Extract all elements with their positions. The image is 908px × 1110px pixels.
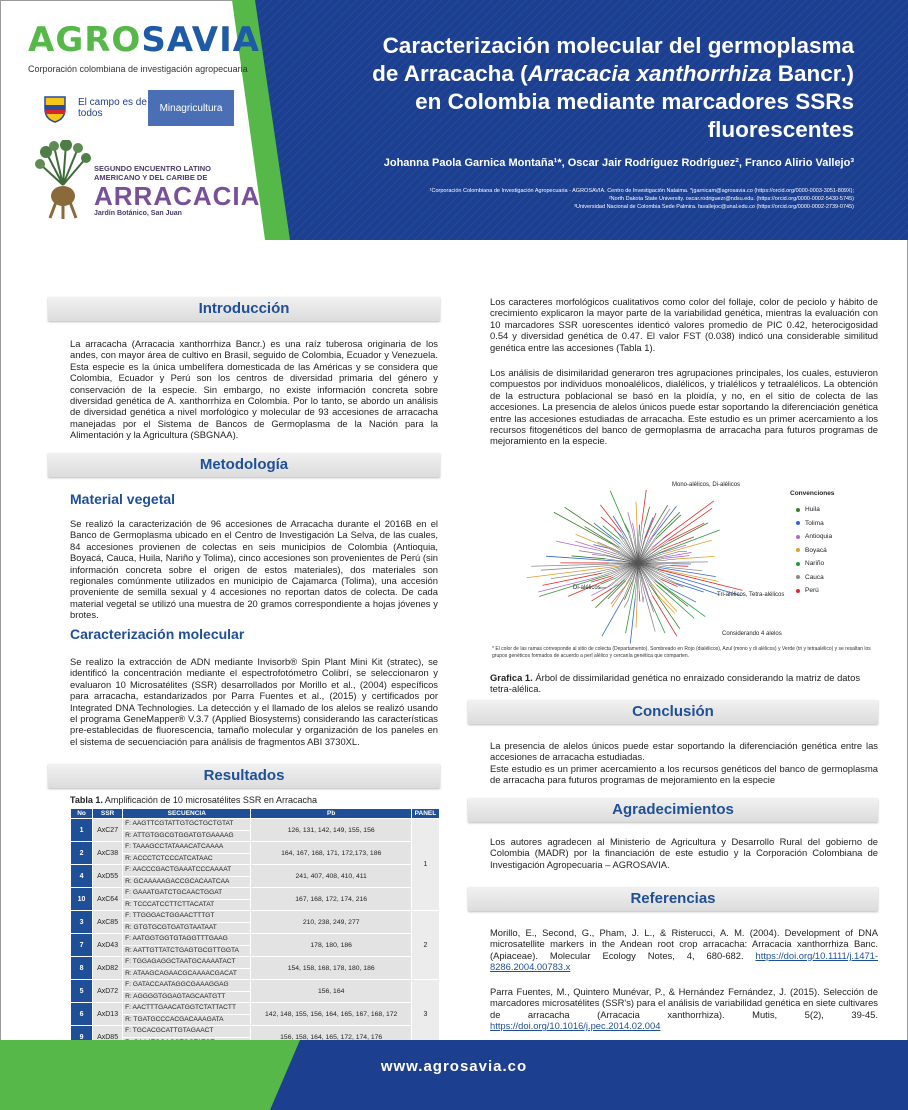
legend-label: Cauca (805, 573, 824, 581)
tree-leaf-branch (598, 542, 621, 552)
cell-panel: 3 (411, 980, 439, 1049)
agrosavia-logo (28, 20, 261, 74)
table-row (71, 865, 440, 877)
cell-no: 5 (71, 980, 93, 1003)
minagri-slogan: El campo es de todos (72, 90, 148, 126)
section-heading-referencias: Referencias (468, 887, 878, 911)
cell-sequence: R: ATTGTGGCGTGGATGTGAAAAG (123, 830, 251, 842)
th-pb: Pb (251, 809, 411, 819)
table-row (71, 1026, 440, 1038)
legend-dot-icon (796, 562, 800, 566)
event-line2: AMERICANO Y DEL CARIBE DE (94, 173, 208, 182)
tree-leaf-branch (671, 566, 689, 567)
cell-ssr: AxD72 (93, 980, 123, 1003)
cell-pb: 154, 158, 168, 178, 180, 186 (251, 957, 411, 980)
cell-no: 1 (71, 819, 93, 842)
cell-pb: 156, 164 (251, 980, 411, 1003)
cell-no: 2 (71, 842, 93, 865)
cell-sequence: R: AGGGGTGGAGTAGCAATGTT (123, 991, 251, 1003)
poster-title (354, 32, 854, 144)
legend-item (796, 557, 834, 571)
cell-sequence: F: TGCACGCATTGTAGAACT (123, 1026, 251, 1038)
ssr-table (70, 808, 440, 1049)
tree-leaf-branch (556, 541, 598, 550)
cell-ssr: AxD85 (93, 1026, 123, 1049)
legend-item (796, 503, 834, 517)
cell-pb: 156, 158, 164, 165, 172, 174, 176 (251, 1026, 411, 1049)
cell-sequence: F: AACTTTGAACATGGTCTATTACTT (123, 1003, 251, 1015)
tree-leaf-branch (624, 581, 632, 600)
title-species: Arracacia xanthorrhiza (527, 61, 772, 86)
cell-ssr: AxC27 (93, 819, 123, 842)
cell-sequence: F: AATGGTGGTGTAGGTTTGAAG (123, 934, 251, 946)
legend-dot-icon (796, 548, 800, 552)
cell-sequence: R: GTGTGCGTGATGTAATAAT (123, 922, 251, 934)
legend-item (796, 517, 834, 531)
authors: Johanna Paola Garnica Montaña¹*, Oscar Jair Rodríguez Rodríguez², Franco Alirio Vallejo³ (383, 157, 854, 169)
title-part2: Bancr.) en Colombia mediante marcadores SSRs fluorescentes (415, 61, 854, 142)
title-part1: Caracterización molecular del germoplasma de Arracacha ( (372, 33, 854, 86)
reference-2-text: Parra Fuentes, M., Quintero Munévar, P., & Hernández Fernández, J. (2015). Selección de marcadores microsatélites (SSR's) para el análisis de variabilidad genética en siete cultivares de arracacha (Arracacia xanthorrhiza). Mutis, 5(2), 39-45. (490, 986, 878, 1020)
tree-leaf-branch (661, 578, 683, 587)
tree-leaf-branch (541, 566, 608, 571)
legend-dot-icon (796, 521, 800, 525)
th-panel: PANEL (411, 809, 439, 819)
table-row (71, 980, 440, 992)
section-heading-introduccion: Introducción (48, 297, 440, 321)
cell-sequence: F: TAAAGCCTATAAACATCAAAA (123, 842, 251, 854)
tree-leaf-branch (636, 502, 637, 529)
cell-sequence: F: TTGGGACTGGAACTTTGT (123, 911, 251, 923)
legend-item (796, 530, 834, 544)
agradecimientos-paragraph: Los autores agradecen al Ministerio de Agricultura y Desarrollo Rural del gobierno de Colombia (MADR) por la financiación de este estudio y la Corporación Colombiana de Investigación Agropecuaria – AGROSAVIA. (490, 836, 878, 870)
section-heading-resultados: Resultados (48, 764, 440, 788)
arracacia-event-logo (34, 140, 261, 220)
legend-label: Huila (805, 506, 820, 514)
tree-leaf-branch (602, 597, 624, 636)
conclusion-paragraph-2: Este estudio es un primer acercamiento a los recursos genéticos del banco de germoplasma de arracacha para futuros programas de mejoramiento en la especie (490, 763, 878, 786)
cell-sequence: F: AAGTTCGTATTGTGCTGCTGTAT (123, 819, 251, 831)
tree-leaf-branch (639, 525, 640, 537)
cell-ssr: AxD43 (93, 934, 123, 957)
legend-label: Perú (805, 587, 819, 595)
cell-ssr: AxD13 (93, 1003, 123, 1026)
colombia-shield-icon (38, 90, 72, 126)
tree-leaf-branch (644, 507, 649, 526)
affiliation-3: ³Universidad Nacional de Colombia Sede Palmira. favallejoc@unal.edu.co (https://orcid.org/0000-0002-2739-0745) (574, 204, 854, 210)
section-heading-conclusion: Conclusión (468, 700, 878, 724)
legend-item (796, 544, 834, 558)
figure-note: * El color de las ramas corresponde al sitio de colecta (Departamento). Sombreado en Rojo (dialélicos), Azul (mono y di alélicos) y Verde (tri y tetraalélico) y se resaltan los grupos genéticos formados de acuerdo a perl alélico y cercanía genética que comparten. (492, 646, 871, 659)
tree-leaf-branch (642, 490, 647, 524)
logo-agro: AGRO (28, 20, 142, 60)
table-row (71, 888, 440, 900)
table-row (71, 911, 440, 923)
tree-leaf-branch (601, 517, 616, 529)
tree-leaf-branch (652, 596, 676, 636)
tree-leaf-branch (668, 523, 704, 541)
cell-sequence: R: GCAAAAAGACCGCACAATCAA (123, 876, 251, 888)
subheading-material-vegetal: Material vegetal (70, 491, 176, 507)
tree-leaf-branch (658, 569, 742, 590)
cell-no: 6 (71, 1003, 93, 1026)
reference-2 (490, 986, 878, 1032)
cell-sequence: F: AACCCGACTGAAATCCCAAAAT (123, 865, 251, 877)
cell-pb: 164, 167, 168, 171, 172,173, 186 (251, 842, 411, 865)
cell-ssr: AxD55 (93, 865, 123, 888)
legend-title: Convenciones (790, 490, 835, 497)
tree-leaf-branch (652, 585, 677, 612)
cell-sequence: F: GAAATGATCTGCAACTGGAT (123, 888, 251, 900)
tree-leaf-branch (579, 551, 603, 555)
table-caption (70, 795, 440, 805)
tree-label-tri: Tri-alélicos, Tetra-alélicos (717, 592, 785, 598)
minagricultura-logo (38, 90, 234, 126)
cell-no: 3 (71, 911, 93, 934)
cell-pb: 126, 131, 142, 149, 155, 156 (251, 819, 411, 842)
tree-leaf-branch (551, 572, 594, 578)
legend-item (796, 571, 834, 585)
cell-ssr: AxC64 (93, 888, 123, 911)
cell-pb: 210, 238, 249, 277 (251, 911, 411, 934)
tree-leaf-branch (649, 584, 680, 629)
tree-leaf-branch (658, 595, 675, 613)
tree-label-four: Considerando 4 alelos (722, 631, 782, 637)
cell-pb: 167, 168, 172, 174, 216 (251, 888, 411, 911)
tree-label-di: Di-alélicos (573, 585, 601, 591)
tree-leaf-branch (656, 585, 694, 619)
conclusion-paragraph-1: La presencia de alelos únicos puede estar soportando la diferenciación genética entre las accesiones de arracacha estudiadas. (490, 740, 878, 763)
tree-leaf-branch (531, 564, 607, 566)
ssr-table-wrap (70, 808, 440, 1049)
legend-label: Tolima (805, 519, 824, 527)
legend-dot-icon (796, 508, 800, 512)
cell-no: 8 (71, 957, 93, 980)
reference-2-link[interactable]: https://doi.org/10.1016/j.pec.2014.02.004 (490, 1020, 661, 1032)
cell-ssr: AxC38 (93, 842, 123, 865)
results-paragraph-2: Los análisis de disimilaridad generaron tres agrupaciones principales, los cuales, estuvieron compuestos por individuos monoalélicos, dialélicos, y trialélicos y tetraalélicos. La obtención de la estructura poblacional se basó en la ploidía, y no, en el sitio de colecta de las accesiones. La presencia de alelos únicos puede estar soportando la diferenciación genética entre las accesiones estudiadas de arracacha. Este estudio es un primer acercamiento a los recursos fitogenéticos del banco de germoplasma de arracacha para futuros programas de mejoramiento en la especie. (490, 367, 878, 447)
figure-caption (490, 672, 880, 694)
cell-ssr: AxC85 (93, 911, 123, 934)
event-name: ARRACACIA (94, 181, 261, 211)
reference-1-link[interactable]: https://doi.org/10.1111/j.1471-8286.2004.00783.x (490, 949, 878, 973)
legend-label: Antioquia (805, 533, 833, 541)
th-no: No (71, 809, 93, 819)
section-heading-metodologia: Metodología (48, 453, 440, 477)
footer-url[interactable]: www.agrosavia.co (380, 1058, 528, 1075)
affiliations (254, 187, 854, 211)
reference-1 (490, 927, 878, 973)
figure-caption-label: Grafica 1. (490, 672, 533, 683)
tree-leaf-branch (565, 507, 612, 538)
legend-dot-icon (796, 589, 800, 593)
intro-paragraph: La arracacha (Arracacia xanthorrhiza Bancr.) es una raíz tuberosa originaria de los andes, con mayor área de cultivo en Brasil, seguido de Colombia, Ecuador y Venezuela. Esta especie es la única umbelífera domesticada de las Américas y se considera que Colombia, Ecuador y Perú son los centros de diversidad primaria del género y conservación de la especie. Sin embargo, no existe información concreta sobre diversidad genética de A. xanthorrhiza en Colombia. Por lo tanto, se abordo un análisis de diversidad genética a nivel morfológico y molecular de 93 accesiones de arracacha manejadas por el Sistema de Bancos de Germoplasma de la Nación para la Alimentación y la Agricultura (SBGNAA). (70, 338, 438, 441)
figure-caption-text: Árbol de dissimilaridad genética no enraizado considerando la matriz de datos tetra-alélica. (490, 672, 861, 694)
table-row (71, 819, 440, 831)
cell-sequence: R: ACCCTCTCCCATCATAAC (123, 853, 251, 865)
tree-leaf-branch (678, 556, 715, 558)
section-heading-agradecimientos: Agradecimientos (468, 798, 878, 822)
tree-leaf-branch (554, 512, 612, 544)
minagri-name: Minagricultura (148, 90, 234, 126)
cell-sequence: F: TGGAGAGGCTAATGCAAAATACT (123, 957, 251, 969)
table-caption-label: Tabla 1. (70, 795, 103, 805)
tree-legend (790, 490, 834, 598)
cell-pb: 178, 180, 186 (251, 934, 411, 957)
caracterizacion-paragraph: Se realizo la extracción de ADN mediante Invisorb® Spin Plant Mini Kit (stratec), se identificó la concentración mediante el espectrofotómetro Colibrí, se seleccionaron y evaluaron 10 Microsatélites (SSR) desarrollados por Morillo et al., (2004) específicos para arracacha, estandarizados por Parra Fuentes et al., (2015) y certificados por Integrated DNA Technologies. La detección y el llamado de los alelos se realizó usando el programa GeneMapper® V.3.7 (Applied Biosystems) considerando las características pre-establecidas de fluorescencia, tamaño molecular y organización de los paneles en el sistema de secuenciación para análisis de fragmentos ABI 3730XL. (70, 656, 438, 747)
legend-dot-icon (796, 535, 800, 539)
table-row (71, 1003, 440, 1015)
legend-label: Boyacá (805, 546, 827, 554)
th-ssr: SSR (93, 809, 123, 819)
results-paragraph-1: Los caracteres morfológicos cualitativos como color del follaje, color de peciolo y hábito de crecimiento explicaron la mayor parte de la variabilidad genética, mientras la evaluación con 10 marcadores SSR uorescentes identicó valores promedio de PIC 0.42, heterocigosidad 0.54 y diversidad genética de 0.47. El valor FST (0.038) indicó una considerable similitud genética entre las accesiones (Tabla 1). (490, 296, 878, 353)
tree-label-mono: Mono-alélicos, Di-alélicos (672, 482, 741, 488)
cell-pb: 241, 407, 408, 410, 411 (251, 865, 411, 888)
tree-leaf-branch (625, 524, 630, 533)
cell-sequence: R: ATAAGCAGAACGCAAAACGACAT (123, 968, 251, 980)
cell-ssr: AxD82 (93, 957, 123, 980)
tree-leaf-branch (628, 512, 633, 531)
legend-dot-icon (796, 575, 800, 579)
th-secuencia: SECUENCIA (123, 809, 251, 819)
legend-label: Nariño (805, 560, 825, 568)
tree-leaf-branch (639, 591, 640, 602)
affiliation-1: ¹Corporación Colombiana de Investigación Agropecuaria - AGROSAVIA. Centro de Investigación Nataima. *jgarnicam@agrosavia.co (https://orcid.org/0000-0003-3051-809X); (429, 188, 854, 194)
legend-item (796, 584, 834, 598)
event-line1: SEGUNDO ENCUENTRO LATINO (94, 164, 211, 173)
cell-sequence: R: AATTGTTATCTGAGTGCGTTGGTA (123, 945, 251, 957)
cell-sequence: F: GATACCAATAGGCGAAAGGAG (123, 980, 251, 992)
header (0, 0, 908, 240)
footer-background (0, 1040, 908, 1110)
table-caption-text: Amplificación de 10 microsatélites SSR en Arracacha (102, 795, 317, 805)
tree-leaf-branch (636, 601, 637, 628)
tree-leaf-branch (668, 567, 702, 570)
logo-subtitle: Corporación colombiana de investigación agropecuaria (28, 64, 248, 74)
reference-1-text: Morillo, E., Second, G., Pham, J. L., & Risterucci, A. M. (2004). Development of DNA microsatellite markers in the Andean root crop arracacha: Arracacia xanthorrhiza Banc. (Apiaceae). Molecular Ecology Notes, 4, 680-682. (490, 927, 878, 961)
table-row (71, 842, 440, 854)
cell-sequence: R: TCCCATCCTTCTTACATAT (123, 899, 251, 911)
cell-panel: 2 (411, 911, 439, 980)
cell-panel: 1 (411, 819, 439, 911)
cell-no: 9 (71, 1026, 93, 1049)
cell-no: 4 (71, 865, 93, 888)
tree-leaf-branch (626, 584, 635, 633)
cell-pb: 142, 148, 155, 156, 164, 165, 167, 168, 172 (251, 1003, 411, 1026)
table-header-row (71, 809, 440, 819)
cell-no: 10 (71, 888, 93, 911)
arracacha-plant-icon (34, 140, 92, 220)
cell-sequence: R: TGATGCCCACGACAAAGATA (123, 1014, 251, 1026)
tree-leaf-branch (624, 600, 628, 608)
event-place: Jardín Botánico, San Juan (94, 210, 182, 217)
logo-savia: SAVIA (141, 20, 261, 60)
subheading-caracterizacion: Caracterización molecular (70, 626, 245, 642)
affiliation-2: ²North Dakota State University. oscar.rodriguezr@ndsu.edu. (https://orcid.org/0000-0002-5430-5745) (608, 196, 854, 202)
material-paragraph: Se realizó la caracterización de 96 accesiones de Arracacha durante el 2016B en el Banco de Germoplasma ubicado en el Centro de Investigación La Selva, de las cuales, 84 accesiones provienen de colectas en seis municipios de Colombia (Antioquia, Boyacá, Cauca, Huila, Nariño y Tolima), cinco accesiones son provenientes de Perú (sin información concreta sobre el origen de estos materiales), dos materiales son regionales comúnmente utilizados en municipio de Cajamarca (Tolima), una accesión proveniente de semilla sexual y 4 accesiones no reportan datos de colecta. De cada material vegetal se utilizó una muestra de 20 gramos correspondiente a hojas jóvenes y brotes. (70, 518, 438, 621)
table-row (71, 934, 440, 946)
table-row (71, 957, 440, 969)
cell-no: 7 (71, 934, 93, 957)
